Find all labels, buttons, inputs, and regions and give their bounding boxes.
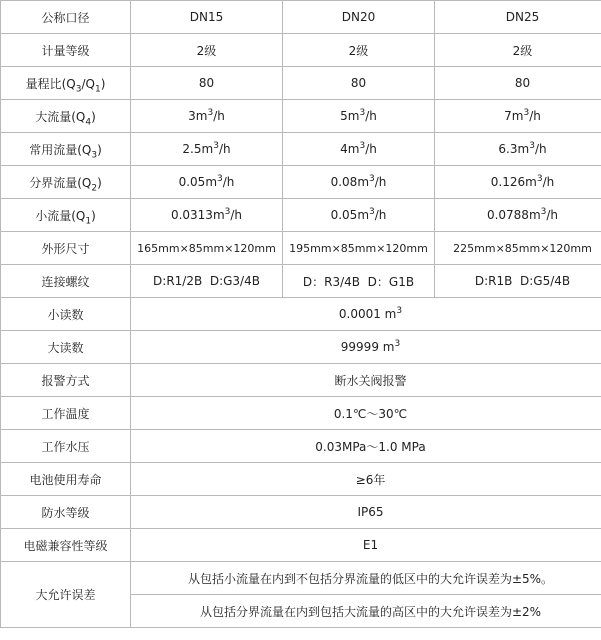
cell: $0.0788m^3/h$ bbox=[435, 199, 601, 232]
tolerance-low: 从包括小流量在内到不包括分界流量的低区中的大允许误差为±5%。 bbox=[131, 562, 601, 595]
table-row bbox=[1, 496, 601, 529]
row-label: 大流量$(Q_4)$ bbox=[1, 100, 131, 133]
cell: $6.3m^3/h$ bbox=[435, 133, 601, 166]
table-row bbox=[1, 1, 601, 34]
table-row bbox=[1, 166, 601, 199]
cell: $7m^3/h$ bbox=[435, 100, 601, 133]
table-row bbox=[1, 331, 601, 364]
cell: 195mm×85mm×120mm bbox=[283, 232, 435, 265]
cell: $0.05m^3/h$ bbox=[283, 199, 435, 232]
row-label: 大读数 bbox=[1, 331, 131, 364]
row-label: 工作水压 bbox=[1, 430, 131, 463]
row-label: 防水等级 bbox=[1, 496, 131, 529]
row-label: 大允许误差 bbox=[1, 562, 131, 628]
cell: 80 bbox=[131, 67, 283, 100]
table-row bbox=[1, 34, 601, 67]
table-row bbox=[1, 562, 601, 595]
table-row bbox=[1, 397, 601, 430]
row-label: 工作温度 bbox=[1, 397, 131, 430]
row-label: 量程比$(Q_3/Q_1)$ bbox=[1, 67, 131, 100]
row-label: 电池使用寿命 bbox=[1, 463, 131, 496]
cell: 断水关阀报警 bbox=[131, 364, 601, 397]
cell: 80 bbox=[283, 67, 435, 100]
cell: D:R1/2B D:G3/4B bbox=[131, 265, 283, 298]
cell: $2.5m^3/h$ bbox=[131, 133, 283, 166]
cell: 0.0001 $m^3$ bbox=[131, 298, 601, 331]
cell: 2级 bbox=[435, 34, 601, 67]
cell: $5m^3/h$ bbox=[283, 100, 435, 133]
row-label: 报警方式 bbox=[1, 364, 131, 397]
cell: 225mm×85mm×120mm bbox=[435, 232, 601, 265]
row-label: 分界流量$(Q_2)$ bbox=[1, 166, 131, 199]
row-label: 计量等级 bbox=[1, 34, 131, 67]
table-row bbox=[1, 133, 601, 166]
table-row bbox=[1, 67, 601, 100]
table-row bbox=[1, 364, 601, 397]
cell: D:R1B D:G5/4B bbox=[435, 265, 601, 298]
cell: 0.1℃～30℃ bbox=[131, 397, 601, 430]
cell: 99999 $m^3$ bbox=[131, 331, 601, 364]
cell: $0.126m^3/h$ bbox=[435, 166, 601, 199]
header-dn25: DN25 bbox=[435, 1, 601, 34]
cell: D：R3/4B D：G1B bbox=[283, 265, 435, 298]
cell: 2级 bbox=[283, 34, 435, 67]
row-label: 外形尺寸 bbox=[1, 232, 131, 265]
header-dn20: DN20 bbox=[283, 1, 435, 34]
cell: E1 bbox=[131, 529, 601, 562]
cell: ≥6年 bbox=[131, 463, 601, 496]
table-row bbox=[1, 199, 601, 232]
table-row bbox=[1, 298, 601, 331]
header-dn15: DN15 bbox=[131, 1, 283, 34]
tolerance-high: 从包括分界流量在内到包括大流量的高区中的大允许误差为±2% bbox=[131, 595, 601, 628]
cell: $0.08m^3/h$ bbox=[283, 166, 435, 199]
table-row bbox=[1, 529, 601, 562]
table-row bbox=[1, 430, 601, 463]
table-row bbox=[1, 463, 601, 496]
cell: $0.0313m^3/h$ bbox=[131, 199, 283, 232]
table-row bbox=[1, 265, 601, 298]
row-label: 小读数 bbox=[1, 298, 131, 331]
table-row bbox=[1, 100, 601, 133]
cell: 80 bbox=[435, 67, 601, 100]
row-label: 小流量$(Q_1)$ bbox=[1, 199, 131, 232]
cell: 0.03MPa～1.0 MPa bbox=[131, 430, 601, 463]
row-label: 连接螺纹 bbox=[1, 265, 131, 298]
cell: IP65 bbox=[131, 496, 601, 529]
cell: $3m^3/h$ bbox=[131, 100, 283, 133]
cell: 165mm×85mm×120mm bbox=[131, 232, 283, 265]
cell: $4m^3/h$ bbox=[283, 133, 435, 166]
header-label: 公称口径 bbox=[1, 1, 131, 34]
row-label: 电磁兼容性等级 bbox=[1, 529, 131, 562]
cell: $0.05m^3/h$ bbox=[131, 166, 283, 199]
cell: 2级 bbox=[131, 34, 283, 67]
table-row bbox=[1, 232, 601, 265]
row-label: 常用流量$(Q_3)$ bbox=[1, 133, 131, 166]
